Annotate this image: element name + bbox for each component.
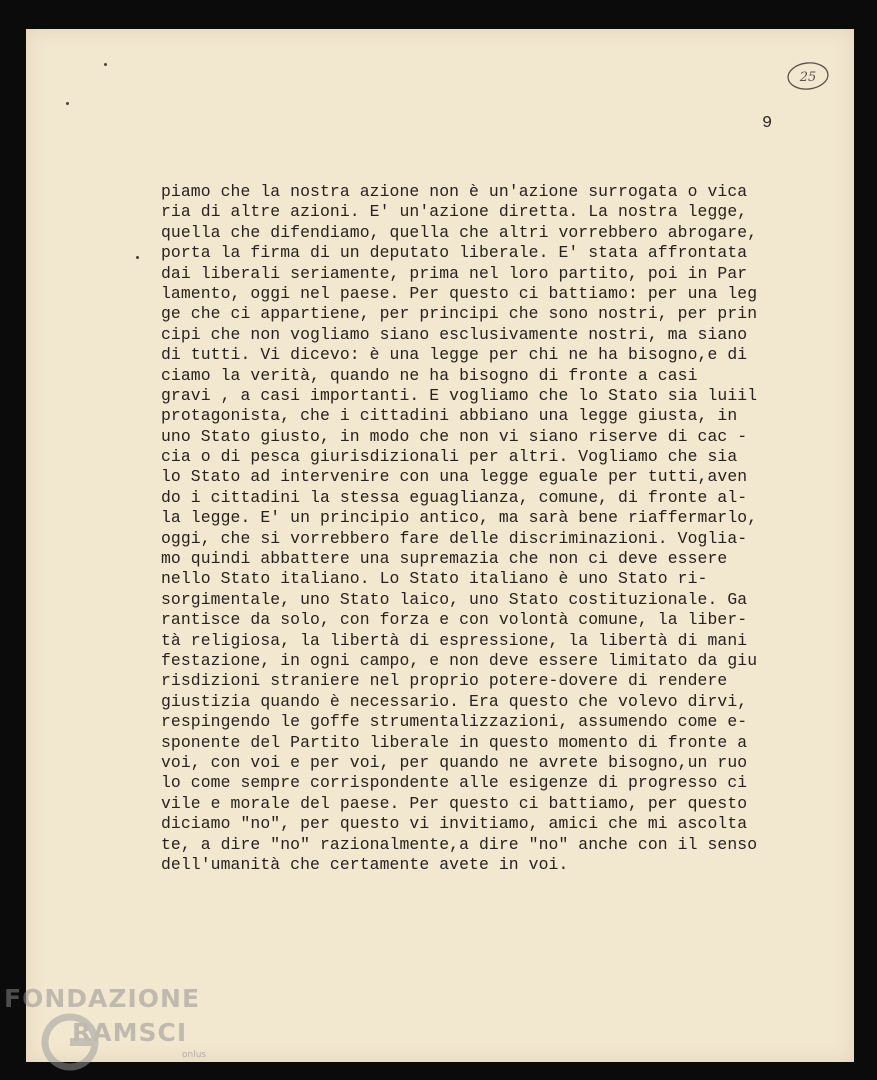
text-line: sorgimentale, uno Stato laico, uno Stato costituzionale. Ga xyxy=(161,589,748,609)
text-line: quella che difendiamo, quella che altri vorrebbero abrogare, xyxy=(161,222,758,242)
archive-number-text: 25 xyxy=(799,70,817,85)
paper-speck xyxy=(104,63,107,66)
text-line: oggi, che si vorrebbero fare delle discriminazioni. Voglia- xyxy=(161,528,748,548)
circle-stamp-icon xyxy=(786,60,830,92)
text-line: vile e morale del paese. Per questo ci battiamo, per questo xyxy=(161,793,748,813)
text-line: di tutti. Vi dicevo: è una legge per chi ne ha bisogno,e di xyxy=(161,345,748,365)
archive-number-stamp xyxy=(786,60,830,92)
text-line: respingendo le goffe strumentalizzazioni, assumendo come e- xyxy=(161,712,748,732)
text-line: dai liberali seriamente, prima nel loro partito, poi in Par xyxy=(161,263,748,283)
text-line: piamo che la nostra azione non è un'azione surrogata o vica xyxy=(161,182,748,201)
text-line: lo come sempre corrispondente alle esigenze di progresso ci xyxy=(161,773,748,793)
text-line: uno Stato giusto, in modo che non vi siano riserve di cac - xyxy=(161,426,748,446)
text-line: ria di altre azioni. E' un'azione diretta. La nostra legge, xyxy=(161,202,748,222)
text-line: dell'umanità che certamente avete in voi. xyxy=(161,854,569,874)
text-line: nello Stato italiano. Lo Stato italiano è uno Stato ri- xyxy=(161,569,708,589)
text-line: la legge. E' un principio antico, ma sarà bene riaffermarlo, xyxy=(161,508,758,528)
text-line: lo Stato ad intervenire con una legge eguale per tutti,aven xyxy=(161,467,748,487)
text-line: protagonista, che i cittadini abbiano una legge giusta, in xyxy=(161,406,738,426)
text-line: cia o di pesca giurisdizionali per altri. Vogliamo che sia xyxy=(161,447,738,467)
text-line: festazione, in ogni campo, e non deve essere limitato da giu xyxy=(161,650,758,670)
text-line: rantisce da solo, con forza e con volontà comune, la liber- xyxy=(161,610,748,630)
text-line: ciamo la verità, quando ne ha bisogno di fronte a casi xyxy=(161,365,698,385)
typewritten-body xyxy=(161,182,791,875)
text-line: tà religiosa, la libertà di espressione, la libertà di mani xyxy=(161,630,748,650)
watermark-tag: onlus xyxy=(182,1050,207,1060)
text-line: cipi che non vogliamo siano esclusivamente nostri, ma siano xyxy=(161,324,748,344)
text-line: mo quindi abbattere una supremazia che non ci deve essere xyxy=(161,549,728,569)
text-line: risdizioni straniere nel proprio potere-dovere di rendere xyxy=(161,671,728,691)
text-line: ge che ci appartiene, per principi che sono nostri, per prin xyxy=(161,304,758,324)
text-line: te, a dire "no" razionalmente,a dire "no" anche con il senso xyxy=(161,834,758,854)
text-line: do i cittadini la stessa eguaglianza, comune, di fronte al- xyxy=(161,487,748,507)
fondazione-gramsci-watermark xyxy=(4,984,234,1076)
paper-speck xyxy=(136,256,139,259)
page-number: 9 xyxy=(762,114,773,133)
text-line: gravi , a casi importanti. E vogliamo che lo Stato sia luiil xyxy=(161,385,758,405)
text-line: sponente del Partito liberale in questo momento di fronte a xyxy=(161,732,748,752)
watermark-title: FONDAZIONE xyxy=(4,984,201,1013)
text-line: porta la firma di un deputato liberale. E' stata affrontata xyxy=(161,243,748,263)
text-line: diciamo "no", per questo vi invitiamo, amici che mi ascolta xyxy=(161,814,748,834)
text-line: lamento, oggi nel paese. Per questo ci battiamo: per una leg xyxy=(161,283,758,303)
watermark-subtitle: RAMSCI xyxy=(72,1018,188,1047)
paper-speck xyxy=(66,102,69,105)
text-line: giustizia quando è necessario. Era questo che volevo dirvi, xyxy=(161,691,748,711)
text-line: voi, con voi e per voi, per quando ne avrete bisogno,un ruo xyxy=(161,752,748,772)
